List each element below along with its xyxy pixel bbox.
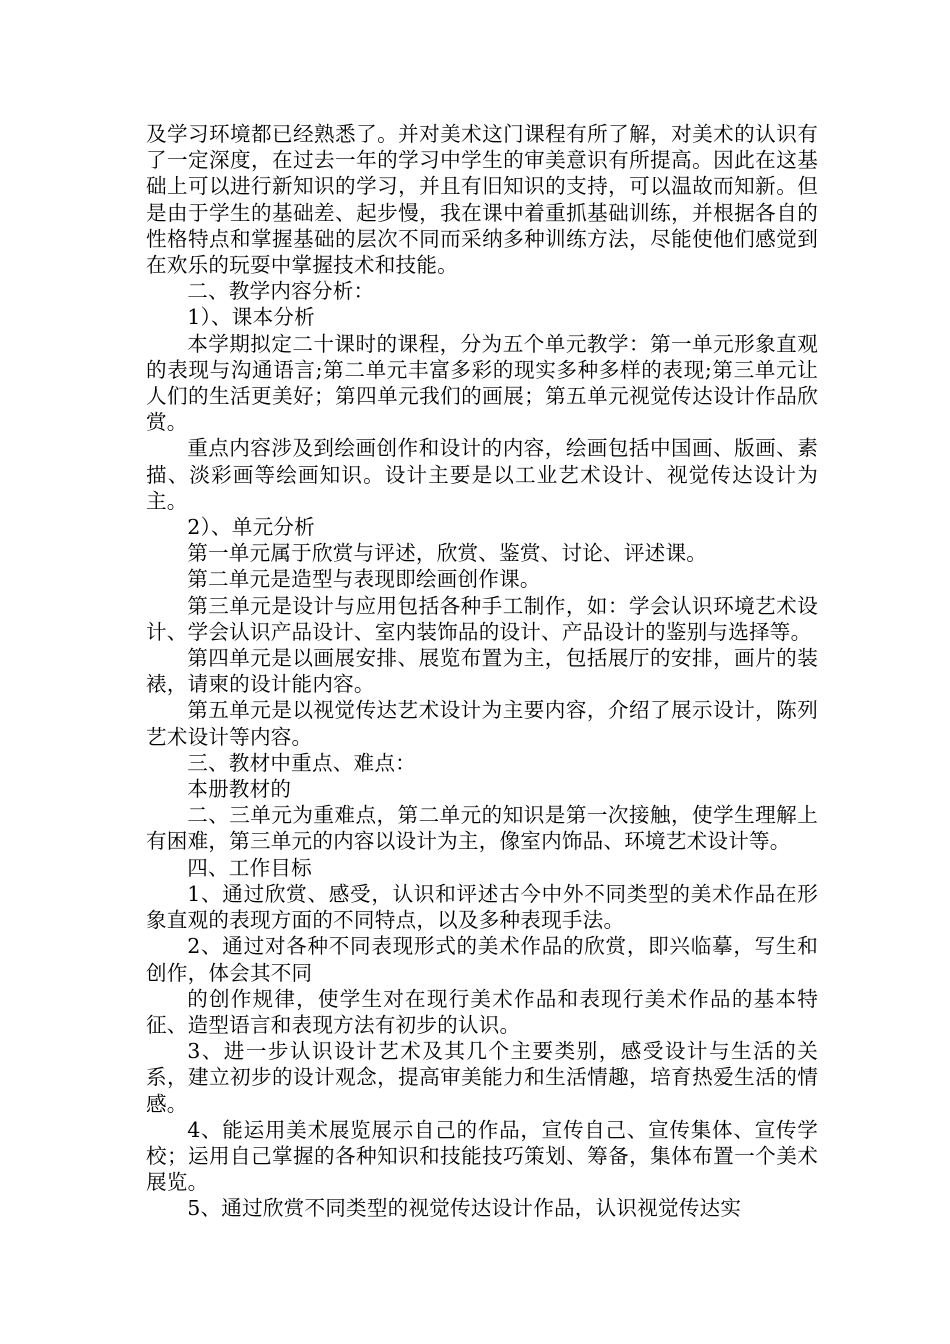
paragraph: 本学期拟定二十课时的课程，分为五个单元教学：第一单元形象直观的表现与沟通语言;第二单元丰富多彩的现实多种多样的表现;第三单元让人们的生活更美好；第四单元我们的画展；第五单元视觉传达设计作品欣赏。 — [146, 331, 818, 435]
paragraph: 的创作规律，使学生对在现行美术作品和表现行美术作品的基本特征、造型语言和表现方法有初步的认识。 — [146, 986, 818, 1037]
paragraph: 四、工作目标 — [187, 855, 312, 880]
paragraph: 3、进一步认识设计艺术及其几个主要类别，感受设计与生活的关系，建立初步的设计观念，提高审美能力和生活情趣，培育热爱生活的情感。 — [146, 1039, 818, 1116]
paragraph: 二、教学内容分析： — [187, 279, 375, 304]
paragraph: 三、教材中重点、难点： — [187, 750, 416, 775]
paragraph: 1）、课本分析 — [187, 305, 315, 330]
paragraph: 2、通过对各种不同表现形式的美术作品的欣赏，即兴临摹，写生和创作，体会其不同 — [146, 934, 818, 985]
paragraph: 第一单元属于欣赏与评述，欣赏、鉴赏、讨论、评述课。 — [187, 541, 708, 566]
paragraph: 第二单元是造型与表现即绘画创作课。 — [187, 567, 541, 592]
paragraph: 1、通过欣赏、感受，认识和评述古今中外不同类型的美术作品在形象直观的表现方面的不同特点，以及多种表现手法。 — [146, 881, 818, 933]
paragraph: 本册教材的 — [187, 777, 292, 802]
paragraph: 第三单元是设计与应用包括各种手工制作，如：学会认识环境艺术设计、学会认识产品设计、室内装饰品的设计、产品设计的鉴别与选择等。 — [146, 593, 818, 644]
paragraph: 二、三单元为重难点，第二单元的知识是第一次接触，使学生理解上有困难，第三单元的内容以设计为主，像室内饰品、环境艺术设计等。 — [146, 803, 818, 854]
paragraph: 及学习环境都已经熟悉了。并对美术这门课程有所了解，对美术的认识有了一定深度，在过去一年的学习中学生的审美意识有所提高。因此在这基础上可以进行新知识的学习，并且有旧知识的支持，可以温故而知新。但是由于学生的基础差、起步慢，我在课中着重抓基础训练，并根据各自的性格特点和掌握基础的层次不同而采纳多种训练方法，尽能使他们感觉到在欢乐的玩耍中掌握技术和技能。 — [146, 122, 818, 278]
paragraph: 第四单元是以画展安排、展览布置为主，包括展厅的安排，画片的装裱，请柬的设计能内容。 — [146, 646, 818, 697]
paragraph: 2）、单元分析 — [187, 515, 315, 540]
paragraph: 5、通过欣赏不同类型的视觉传达设计作品，认识视觉传达实 — [187, 1196, 742, 1221]
paragraph: 4、能运用美术展览展示自己的作品，宣传自己、宣传集体、宣传学校；运用自己掌握的各种知识和技能技巧策划、筹备，集体布置一个美术展览。 — [146, 1117, 818, 1195]
paragraph: 第五单元是以视觉传达艺术设计为主要内容，介绍了展示设计，陈列艺术设计等内容。 — [146, 698, 818, 749]
document-body — [146, 121, 818, 1222]
paragraph: 重点内容涉及到绘画创作和设计的内容，绘画包括中国画、版画、素描、淡彩画等绘画知识。设计主要是以工业艺术设计、视觉传达设计为主。 — [146, 436, 818, 513]
